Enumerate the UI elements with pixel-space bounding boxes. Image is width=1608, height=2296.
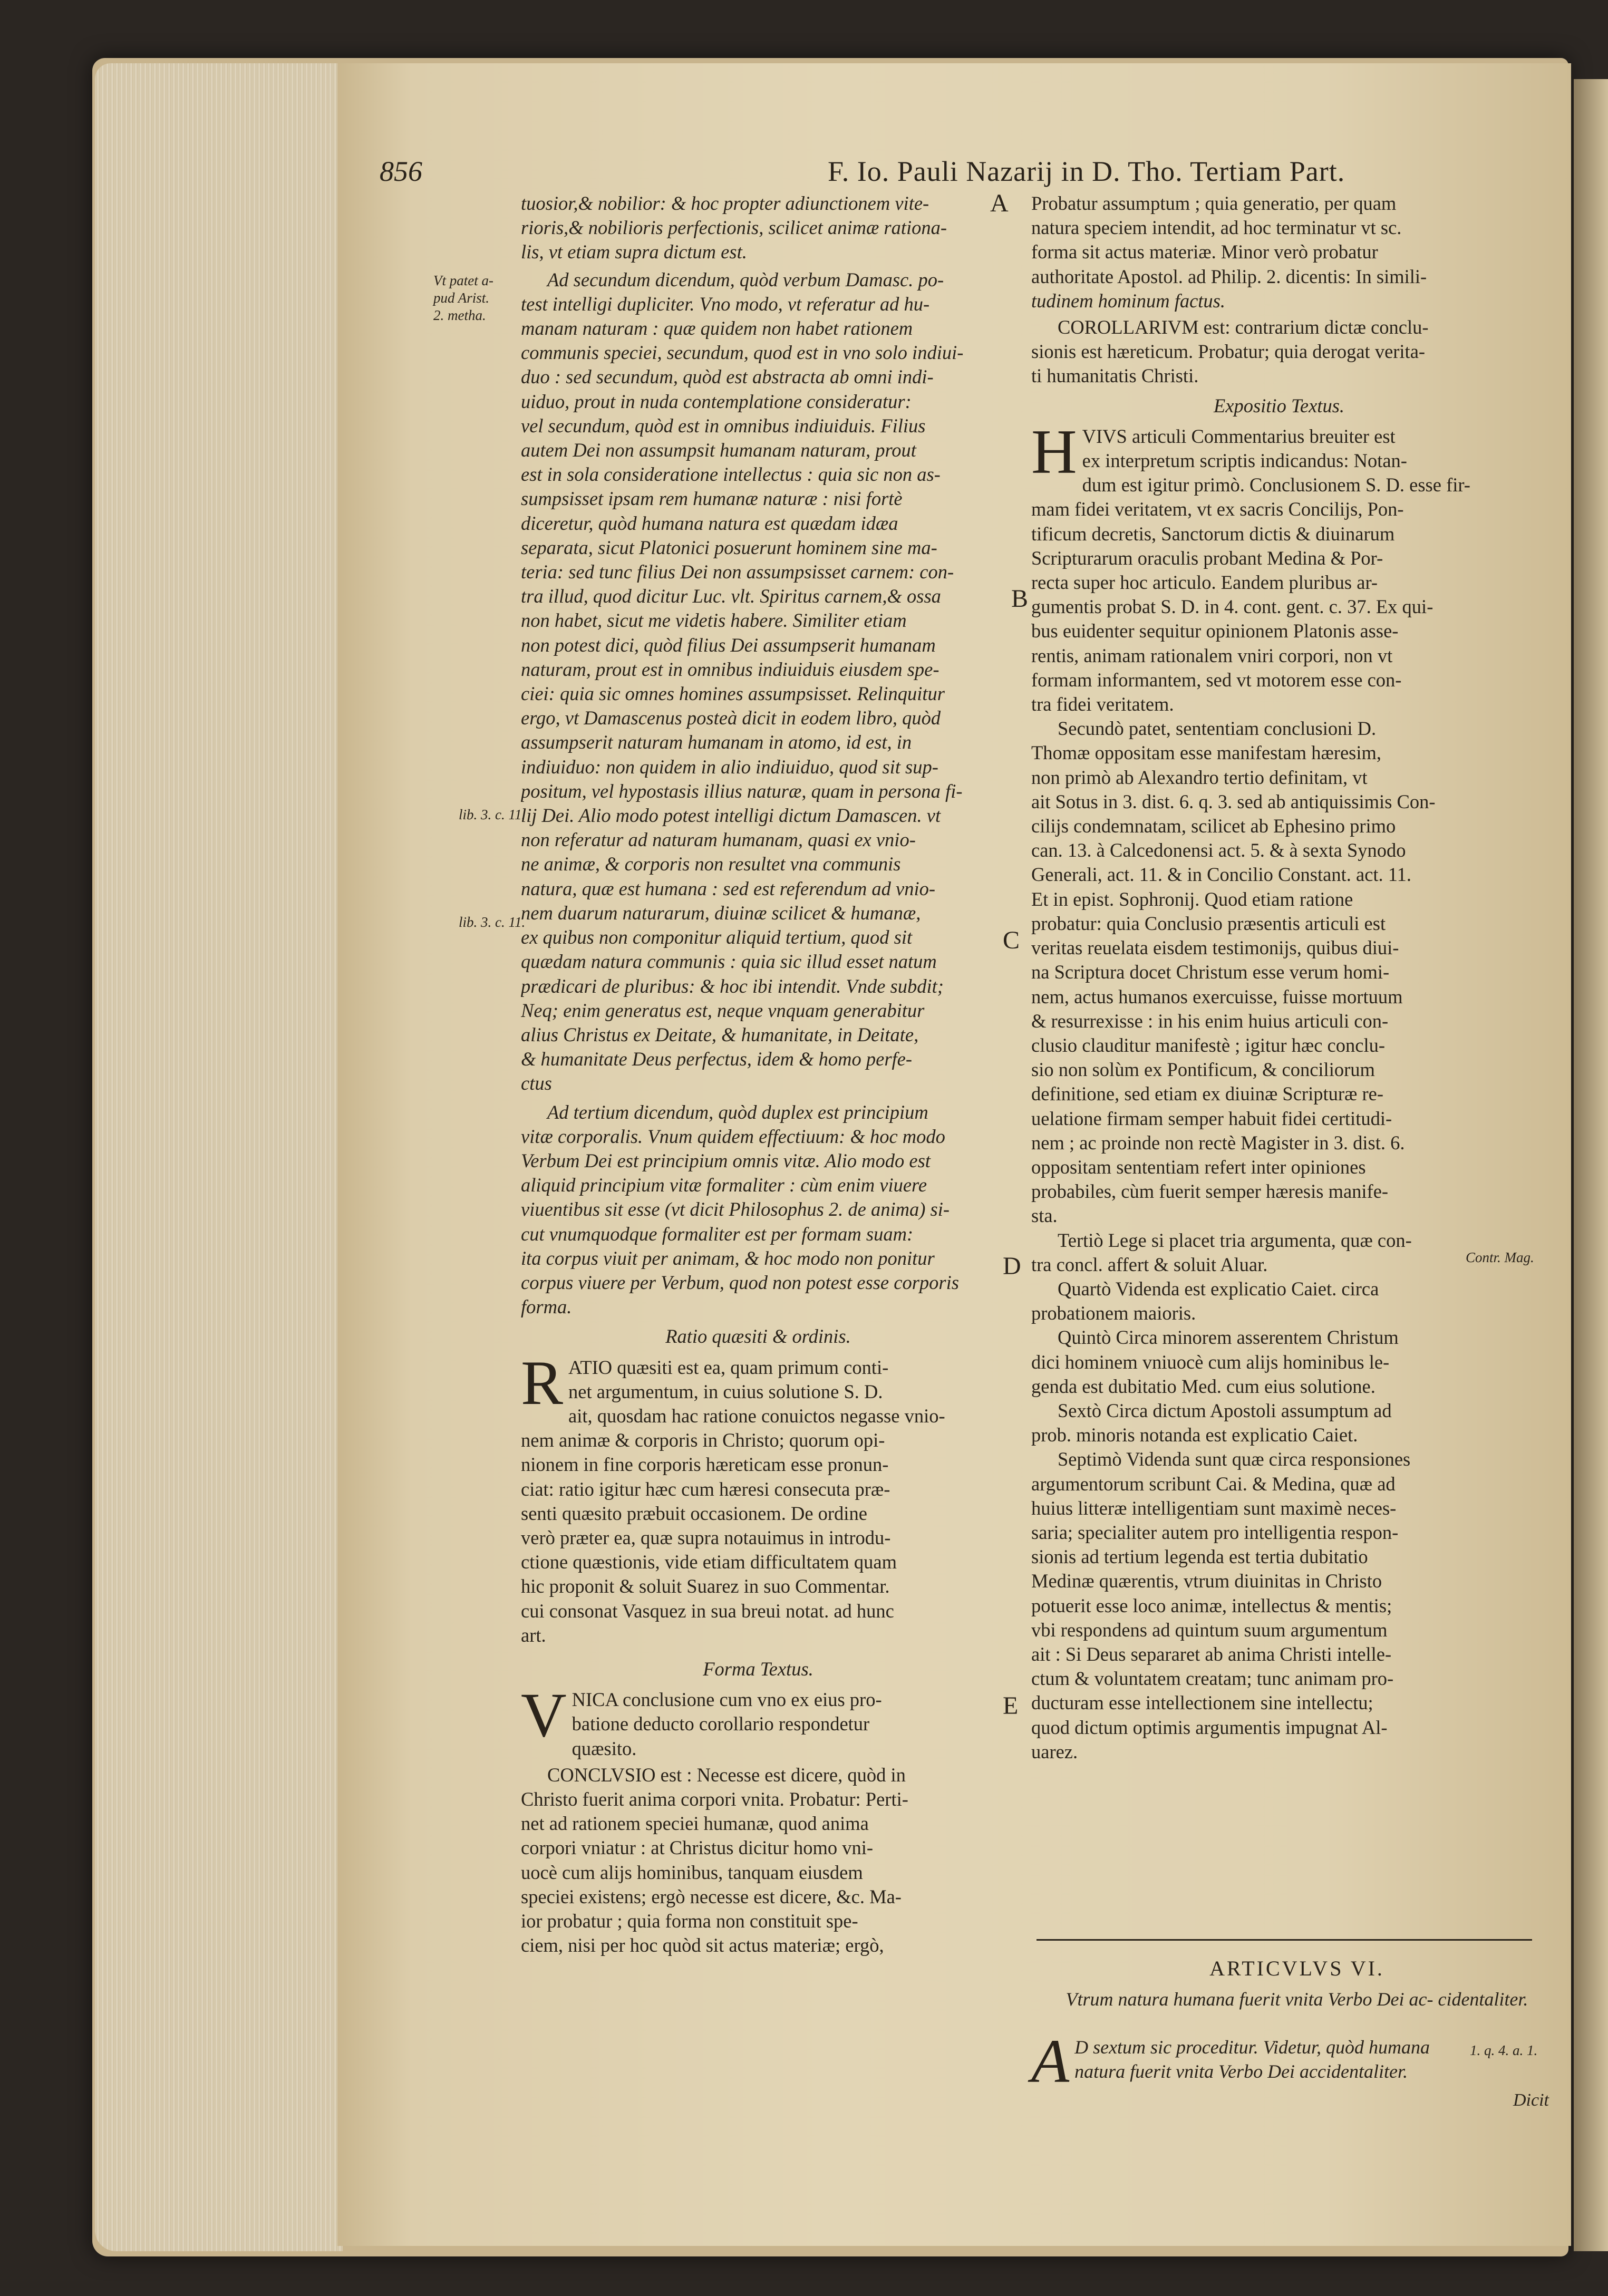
- margin-note: pud Arist.: [433, 290, 490, 306]
- text-line: corpori vniatur : at Christus dicitur homo vni-: [521, 1837, 874, 1859]
- drop-cap: H: [1031, 416, 1077, 487]
- page-number: 856: [380, 156, 422, 187]
- text-line: ait Sotus in 3. dist. 6. q. 3. sed ab antiquissimis Con-: [1031, 790, 1436, 812]
- paragraph-conclusio: [521, 1763, 995, 1958]
- paragraph-secundo: [1031, 716, 1527, 1228]
- paragraph-ad-secundum: [521, 268, 995, 1096]
- text-line: tra illud, quod dicitur Luc. vlt. Spiritus carnem,& ossa: [521, 585, 941, 607]
- text-line: non habet, sicut me videtis habere. Similiter etiam: [521, 609, 907, 632]
- text-line: na Scriptura docet Christum esse verum homi-: [1031, 961, 1390, 983]
- text-line: vitæ corporalis. Vnum quidem effectiuum: & hoc modo: [521, 1125, 945, 1147]
- text-line: ctione quæstionis, vide etiam difficultatem quam: [521, 1551, 897, 1573]
- paragraph-tertio: [1031, 1228, 1527, 1277]
- section-letter: B: [1011, 585, 1029, 613]
- text-line: ne animæ, & corporis non resultet vna communis: [521, 853, 901, 875]
- paragraph-probatur: [1031, 191, 1527, 313]
- text-line: ait, quosdam hac ratione conuictos negasse vnio-: [568, 1404, 945, 1427]
- text-line: Thomæ oppositam esse manifestam hæresim,: [1031, 742, 1382, 764]
- text-line: sionis est hæreticum. Probatur; quia derogat verita-: [1031, 341, 1426, 363]
- text-line: verò præter ea, quæ supra notauimus in introdu-: [521, 1526, 891, 1548]
- text-line: Et in epist. Sophronij. Quod etiam ratione: [1031, 888, 1353, 910]
- text-line: sta.: [1031, 1205, 1058, 1227]
- text-line: communis speciei, secundum, quod est in vno solo indiui-: [521, 342, 964, 364]
- margin-note: 2. metha.: [433, 307, 486, 323]
- text-line: uocè cum alijs hominibus, tanquam eiusdem: [521, 1861, 863, 1883]
- paragraph-ratio: [521, 1347, 995, 1648]
- text-line: COROLLARIVM est: contrarium dictæ conclu-: [1058, 316, 1429, 338]
- paragraph-intro: [521, 191, 995, 265]
- text-line: potuerit esse loco animæ, intellectus & mentis;: [1031, 1594, 1392, 1616]
- text-line: aliquid principium vitæ formaliter : cùm enim viuere: [521, 1174, 927, 1196]
- text-line: tuosior,& nobilior: & hoc propter adiunctionem vite-: [521, 192, 929, 214]
- paragraph-forma: [521, 1680, 995, 1761]
- text-line: recta super hoc articulo. Eandem pluribus ar-: [1031, 571, 1378, 594]
- margin-note: lib. 3. c. 11.: [459, 914, 526, 930]
- margin-note: 1. q. 4. a. 1.: [1470, 2042, 1538, 2058]
- text-line: quæsito.: [571, 1737, 637, 1759]
- text-line: ctus: [521, 1072, 552, 1094]
- article-question: Vtrum natura humana fuerit vnita Verbo Dei ac- cidentaliter.: [1065, 1989, 1528, 2010]
- text-line: ergo, vt Damascenus posteà dicit in eodem libro, quòd: [521, 707, 941, 729]
- text-line: cilijs condemnatam, scilicet ab Ephesino primo: [1031, 815, 1396, 837]
- text-line: Tertiò Lege si placet tria argumenta, quæ con-: [1058, 1229, 1412, 1251]
- text-line: nem, actus humanos exercuisse, fuisse mortuum: [1031, 985, 1403, 1007]
- text-line: teria: sed tunc filius Dei non assumpsisset carnem: con-: [521, 561, 954, 583]
- text-line: sionis ad tertium legenda est tertia dubitatio: [1031, 1546, 1368, 1568]
- text-line: net ad rationem speciei humanæ, quod anima: [521, 1813, 869, 1835]
- section-letter: E: [1003, 1692, 1019, 1720]
- section-letter: D: [1003, 1252, 1021, 1280]
- paragraph-septimo: [1031, 1447, 1527, 1764]
- text-line: test intelligi dupliciter. Vno modo, vt referatur ad hu-: [521, 293, 930, 315]
- drop-cap: A: [1031, 2027, 1070, 2096]
- text-line: dici hominem vniuocè cum alijs hominibus le-: [1031, 1351, 1390, 1373]
- text-line: lis, vt etiam supra dictum est.: [521, 241, 747, 263]
- text-line: D sextum sic proceditur. Videtur, quòd humana: [1074, 2037, 1430, 2058]
- text-line: ti humanitatis Christi.: [1031, 365, 1199, 387]
- text-line: formam informantem, sed vt motorem esse con-: [1031, 669, 1402, 691]
- text-line: cut vnumquodque formaliter est per formam suam:: [521, 1223, 914, 1245]
- text-line: natura, quæ est humana : sed est referendum ad vnio-: [521, 877, 935, 899]
- text-line: ex quibus non componitur aliquid tertium, quod sit: [521, 926, 913, 948]
- text-line: prob. minoris notanda est explicatio Caiet.: [1031, 1424, 1358, 1446]
- running-title: F. Io. Pauli Nazarij in D. Tho. Tertiam Part.: [828, 156, 1345, 187]
- book-page: [337, 63, 1571, 2246]
- text-line: nem duarum naturarum, diuinæ scilicet & humanæ,: [521, 902, 921, 924]
- text-line: Ad tertium dicendum, quòd duplex est principium: [547, 1101, 928, 1123]
- text-line: definitione, sed etiam ex diuinæ Scripturæ re-: [1031, 1083, 1383, 1105]
- text-line: hic proponit & soluit Suarez in suo Commentar.: [521, 1575, 890, 1597]
- text-line: batione deducto corollario respondetur: [571, 1713, 870, 1735]
- text-line: speciei existens; ergò necesse est dicere, &c. Ma-: [521, 1885, 902, 1907]
- article-heading: ARTICVLVS VI.: [1209, 1956, 1384, 1980]
- text-line: ciat: ratio igitur hæc cum hæresi consecuta præ-: [521, 1478, 890, 1500]
- text-line: dum est igitur primò. Conclusionem S. D. esse fir-: [1082, 474, 1470, 496]
- text-line: ex interpretum scriptis indicandus: Notan-: [1082, 450, 1407, 472]
- text-line: nem animæ & corporis in Christo; quorum opi-: [521, 1429, 885, 1451]
- text-line: NICA conclusione cum vno ex eius pro-: [571, 1689, 882, 1711]
- text-line: uarez.: [1031, 1740, 1078, 1762]
- text-line: forma sit actus materiæ. Minor verò probatur: [1031, 241, 1378, 263]
- text-line: rentis, animam rationalem vniri corpori, non vt: [1031, 644, 1393, 666]
- text-line: autem Dei non assumpsit humanam naturam, prout: [521, 439, 916, 461]
- text-line: nem ; ac proinde non rectè Magister in 3. dist. 6.: [1031, 1131, 1405, 1154]
- paragraph-quarto: [1031, 1277, 1527, 1325]
- text-line: sumpsisset ipsam rem humanæ naturæ : nisi fortè: [521, 488, 903, 510]
- text-line: oppositam sententiam refert inter opiniones: [1031, 1156, 1366, 1178]
- section-heading-expositio: Expositio Textus.: [1213, 394, 1345, 416]
- text-line: vel secundum, quòd est in omnibus indiuiduis. Filius: [521, 414, 926, 437]
- text-line: ciei: quia sic omnes homines assumpsisset. Relinquitur: [521, 683, 945, 705]
- text-line: viuentibus sit esse (vt dicit Philosophus 2. de anima) si-: [521, 1198, 950, 1220]
- text-line: nionem in fine corporis hæreticam esse pronun-: [521, 1454, 889, 1476]
- text-line: Neq; enim generatus est, neque vnquam generabitur: [521, 999, 925, 1021]
- text-line: Generali, act. 11. & in Concilio Constant. act. 11.: [1031, 864, 1412, 886]
- section-rule: [1037, 1939, 1532, 1941]
- text-line: can. 13. à Calcedonensi act. 5. & à sexta Synodo: [1031, 839, 1406, 861]
- text-line: cui consonat Vasquez in sua breui notat. ad hunc: [521, 1600, 894, 1622]
- paragraph-ad-tertium: [521, 1100, 995, 1320]
- text-line: gumentis probat S. D. in 4. cont. gent. c. 37. Ex qui-: [1031, 596, 1433, 618]
- running-head: [380, 153, 1555, 190]
- text-line: argumentorum scribunt Cai. & Medina, quæ ad: [1031, 1472, 1396, 1495]
- text-line: Medinæ quærentis, vtrum diuinitas in Christo: [1031, 1570, 1382, 1592]
- text-line: uelatione firmam semper habuit fidei certitudi-: [1031, 1107, 1392, 1129]
- text-line: clusio clauditur manifestè ; igitur hæc conclu-: [1031, 1034, 1386, 1056]
- text-line: probatur: quia Conclusio præsentis articuli est: [1031, 912, 1386, 934]
- text-line: quod dictum optimis argumentis impugnat Al-: [1031, 1716, 1388, 1738]
- text-line: genda est dubitatio Med. cum eius solutione.: [1031, 1375, 1375, 1397]
- text-line: Probatur assumptum ; quia generatio, per quam: [1031, 192, 1397, 214]
- text-line: non potest dici, quòd filius Dei assumpserit humanam: [521, 634, 936, 656]
- text-line: mam fidei veritatem, vt ex sacris Concilijs, Pon-: [1031, 498, 1404, 520]
- text-line: Verbum Dei est principium omnis vitæ. Alio modo est: [521, 1149, 931, 1171]
- text-line: manam naturam : quæ quidem non habet rationem: [521, 317, 913, 340]
- text-line: Septimò Videnda sunt quæ circa responsiones: [1058, 1448, 1411, 1470]
- text-line: ctum & voluntatem creatam; tunc animam pro-: [1031, 1668, 1394, 1690]
- text-line: Quartò Videnda est explicatio Caiet. circa: [1058, 1277, 1379, 1300]
- drop-cap: V: [521, 1680, 567, 1750]
- paragraph-expositio: [1031, 416, 1527, 716]
- text-line: tudinem hominum factus.: [1031, 289, 1226, 312]
- paragraph-quinto: [1031, 1325, 1527, 1399]
- text-line: ciem, nisi per hoc quòd sit actus materiæ; ergò,: [521, 1934, 884, 1956]
- text-line: CONCLVSIO est : Necesse est dicere, quòd in: [547, 1764, 906, 1786]
- text-line: probationem maioris.: [1031, 1302, 1196, 1324]
- text-line: ducturam esse intellectionem sine intellectu;: [1031, 1692, 1373, 1714]
- section-heading-forma: Forma Textus.: [703, 1658, 813, 1680]
- text-line: alius Christus ex Deitate, & humanitate, in Deitate,: [521, 1023, 919, 1045]
- text-line: ior probatur ; quia forma non constituit spe-: [521, 1910, 858, 1932]
- text-line: prædicari de pluribus: & hoc ibi intendit. Vnde subdit;: [521, 975, 944, 997]
- section-heading-ratio: Ratio quæsiti & ordinis.: [665, 1325, 851, 1348]
- text-line: assumpserit naturam humanam in atomo, id est, in: [521, 731, 912, 753]
- text-line: huius litteræ intelligentiam sunt maximè neces-: [1031, 1497, 1397, 1519]
- left-column: [521, 191, 995, 1958]
- text-line: diceretur, quòd humana natura est quædam idæa: [521, 512, 898, 534]
- text-line: ait : Si Deus separaret ab anima Christi intelle-: [1031, 1643, 1392, 1665]
- text-line: non primò ab Alexandro tertio definitam, vt: [1031, 766, 1368, 788]
- text-line: non referatur ad naturam humanam, quasi ex vnio-: [521, 829, 916, 851]
- section-letter: A: [990, 189, 1009, 217]
- text-line: saria; specialiter autem pro intelligentia respon-: [1031, 1521, 1399, 1543]
- text-line: duo : sed secundum, quòd est abstracta ab omni indi-: [521, 366, 934, 388]
- text-line: ATIO quæsiti est ea, quam primum conti-: [568, 1356, 889, 1378]
- text-line: Secundò patet, sententiam conclusioni D.: [1058, 718, 1377, 740]
- text-line: tra concl. affert & soluit Aluar.: [1031, 1253, 1268, 1275]
- catchword: Dicit: [1513, 2090, 1549, 2110]
- paragraph-corollarium: [1031, 315, 1527, 389]
- text-line: quædam natura communis : quia sic illud esset natum: [521, 951, 937, 973]
- text-line: net argumentum, in cuius solutione S. D.: [568, 1380, 883, 1402]
- text-line: veritas reuelata eisdem testimonijs, quibus diui-: [1031, 937, 1399, 959]
- text-line: Quintò Circa minorem asserentem Christum: [1058, 1326, 1399, 1349]
- text-line: separata, sicut Platonici posuerunt hominem sine ma-: [521, 536, 937, 558]
- page-edges: [95, 63, 343, 2251]
- facing-page-edge: [1574, 79, 1608, 2251]
- text-line: uiduo, prout in nuda contemplatione consideratur:: [521, 390, 912, 412]
- text-line: indiuiduo: non quidem in alio indiuiduo, quod sit sup-: [521, 755, 938, 778]
- text-line: authoritate Apostol. ad Philip. 2. dicentis: In simili-: [1031, 265, 1427, 287]
- drop-cap: R: [521, 1347, 564, 1418]
- right-column: [1031, 191, 1527, 1764]
- text-line: tra fidei veritatem.: [1031, 693, 1174, 715]
- text-line: tificum decretis, Sanctorum dictis & diuinarum: [1031, 522, 1395, 545]
- paragraph-sexto: [1031, 1399, 1527, 1447]
- margin-note: Contr. Mag.: [1466, 1249, 1534, 1265]
- text-line: bus euidenter sequitur opinionem Platonis asse-: [1031, 620, 1399, 642]
- text-line: natura speciem intendit, ad hoc terminatur vt sc.: [1031, 217, 1402, 239]
- text-line: positum, vel hypostasis illius naturæ, quam in persona fi-: [521, 780, 963, 802]
- text-line: Christo fuerit anima corpori vnita. Probatur: Perti-: [521, 1788, 908, 1810]
- text-line: Ad secundum dicendum, quòd verbum Damasc. po-: [547, 268, 944, 290]
- text-line: est in sola consideratione intellectus : quia sic non as-: [521, 463, 941, 486]
- text-line: & resurrexisse : in his enim huius articuli con-: [1031, 1010, 1389, 1032]
- text-line: forma.: [521, 1296, 572, 1318]
- text-line: lij Dei. Alio modo potest intelligi dictum Damascen. vt: [521, 805, 941, 827]
- text-line: Scripturarum oraculis probant Medina & Por-: [1031, 547, 1383, 569]
- text-line: ita corpus viuit per animam, & hoc modo non ponitur: [521, 1247, 935, 1269]
- text-line: sio non solùm ex Pontificum, & conciliorum: [1031, 1059, 1375, 1081]
- text-line: VIVS articuli Commentarius breuiter est: [1082, 425, 1396, 447]
- margin-note: lib. 3. c. 11.: [459, 807, 526, 822]
- text-line: & humanitate Deus perfectus, idem & homo perfe-: [521, 1048, 913, 1070]
- text-line: probabiles, cùm fuerit semper hæresis manife-: [1031, 1180, 1389, 1203]
- text-line: art.: [521, 1624, 546, 1646]
- text-line: naturam, prout est in omnibus indiuiduis eiusdem spe-: [521, 658, 939, 680]
- text-line: corpus viuere per Verbum, quod non potest esse corporis: [521, 1271, 959, 1293]
- margin-note: Vt patet a-: [433, 273, 493, 288]
- text-line: senti quæsito præbuit occasionem. De ordine: [521, 1502, 867, 1524]
- section-letter: C: [1003, 926, 1020, 954]
- text-line: natura fuerit vnita Verbo Dei accidentaliter.: [1074, 2061, 1408, 2082]
- text-line: rioris,& nobilioris perfectionis, scilicet animæ rationa-: [521, 217, 947, 239]
- text-line: Sextò Circa dictum Apostoli assumptum ad: [1058, 1399, 1392, 1421]
- text-line: vbi respondens ad quintum suum argumentum: [1031, 1619, 1388, 1641]
- article-body: [1031, 2027, 1464, 2096]
